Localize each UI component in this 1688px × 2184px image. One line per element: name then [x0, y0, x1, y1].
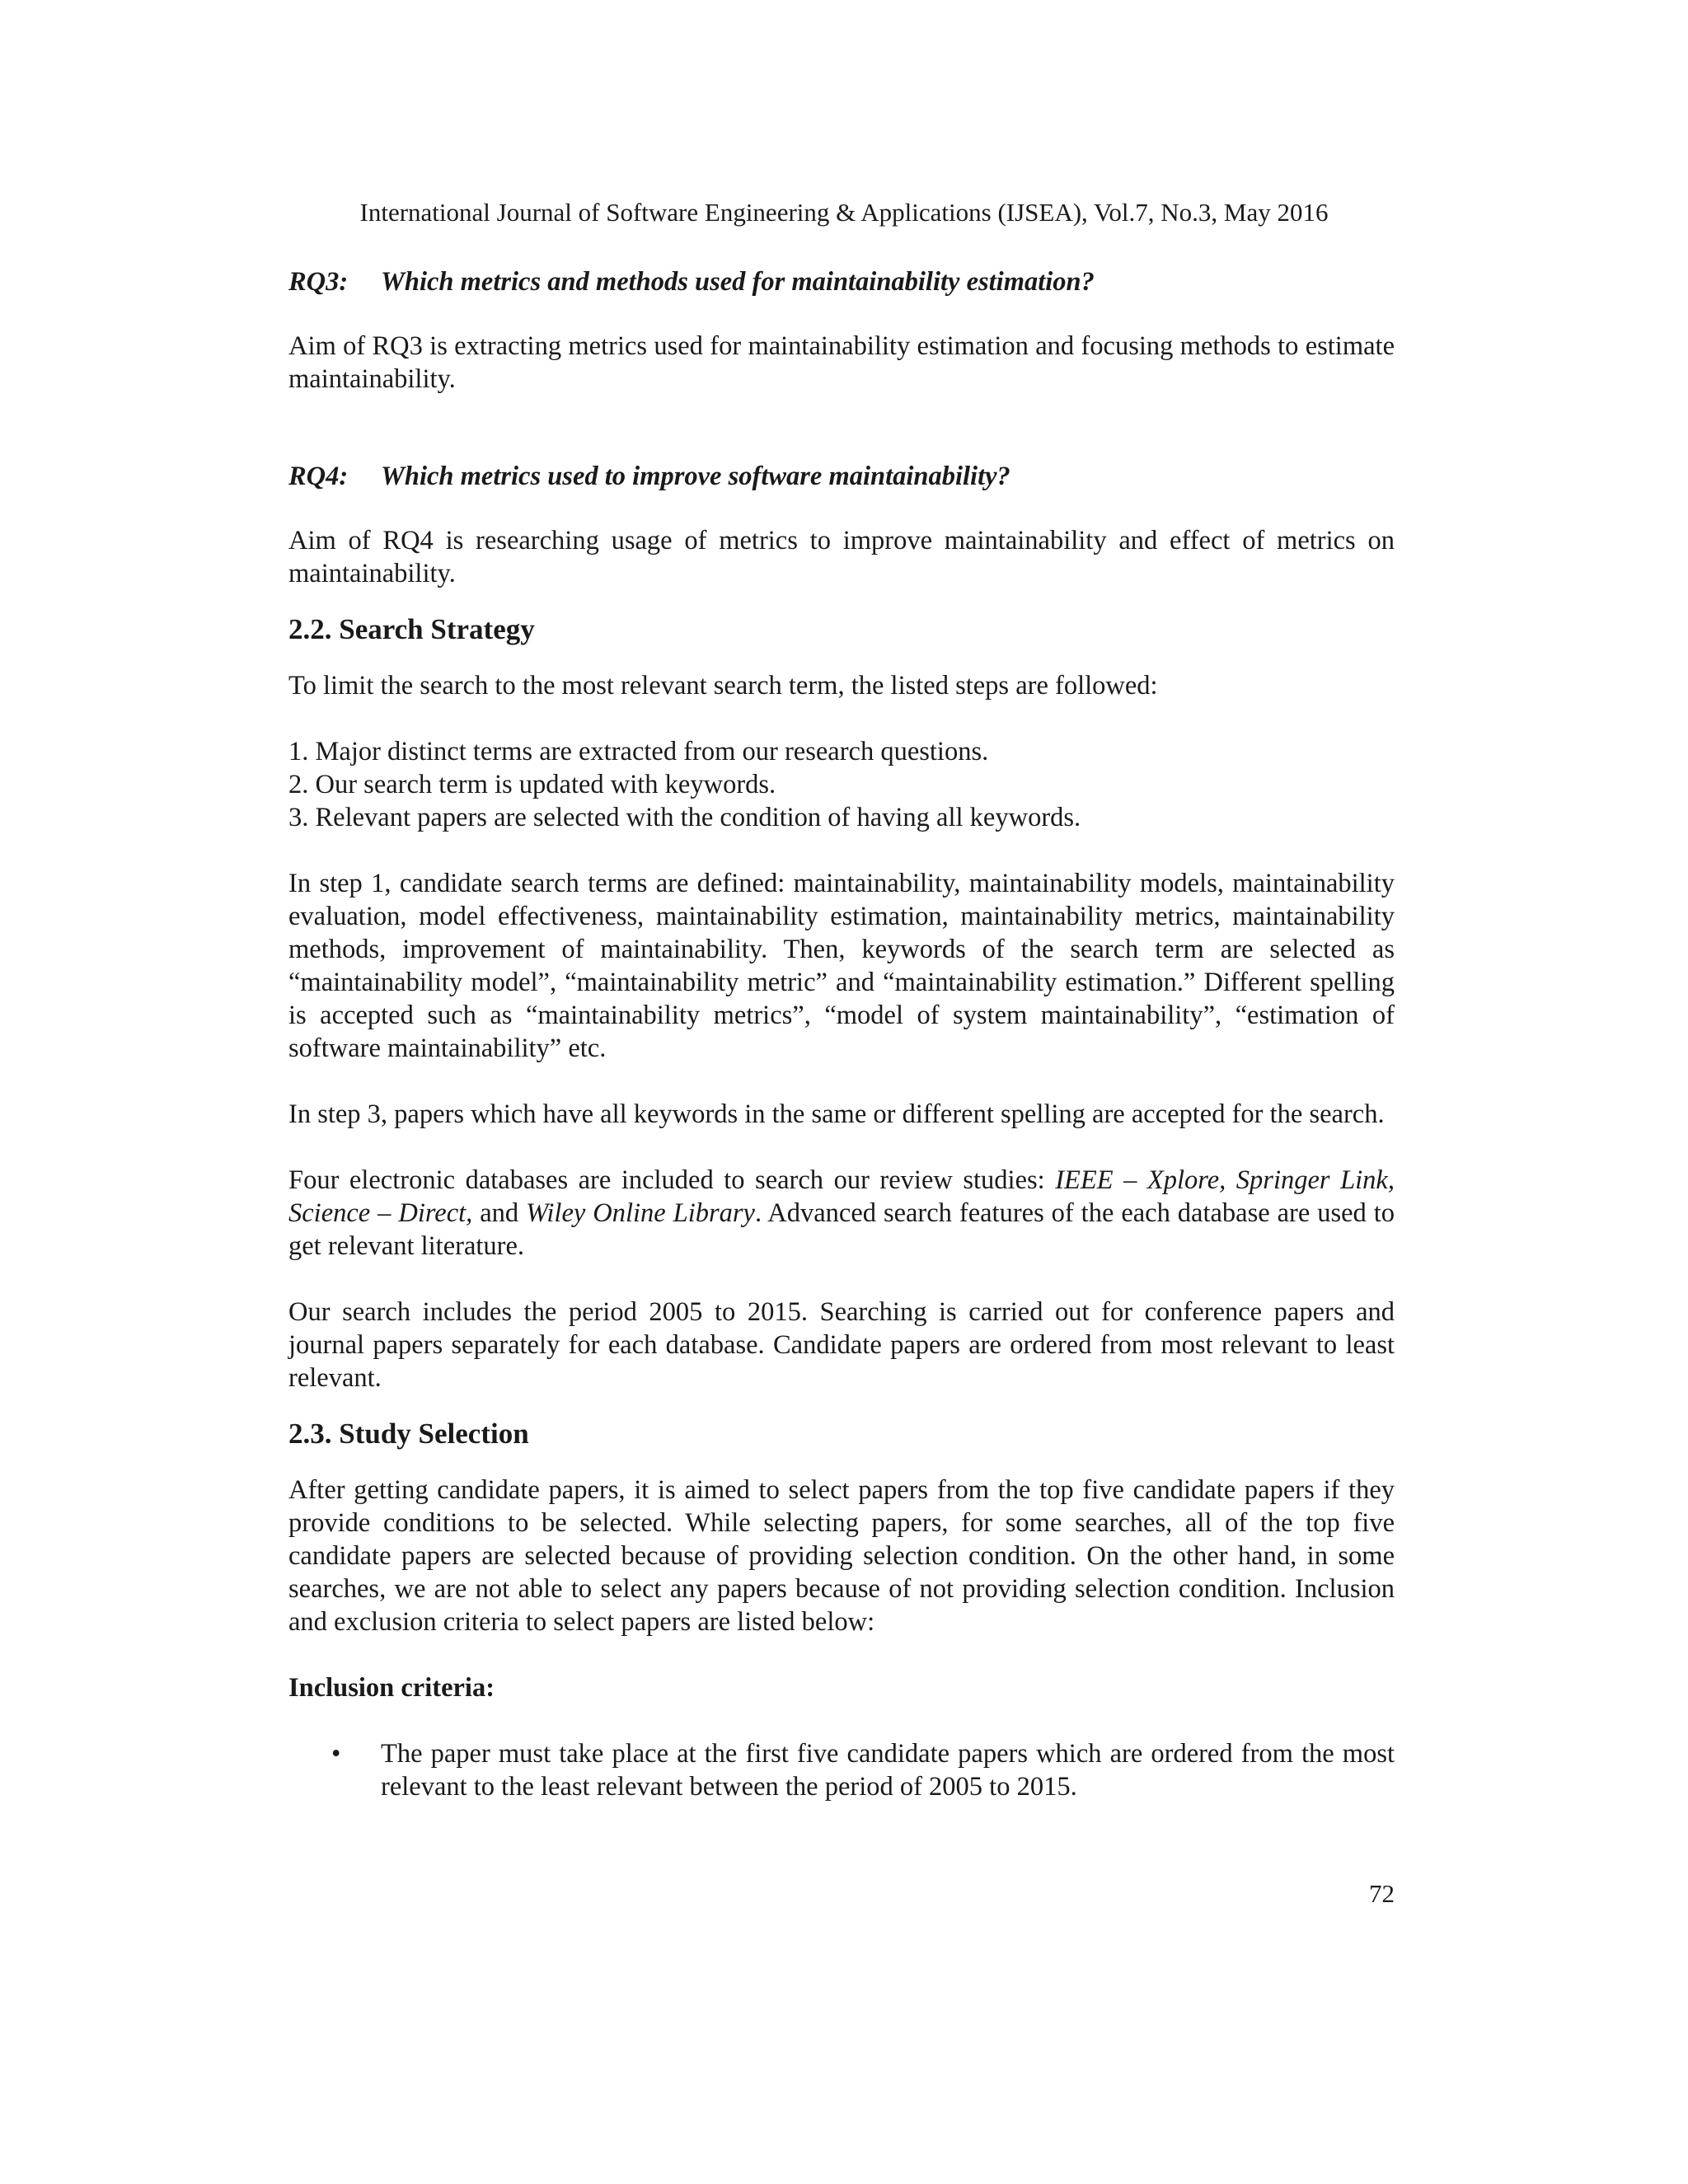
section-heading-search-strategy: 2.2. Search Strategy — [288, 613, 535, 645]
paper-body — [288, 265, 1395, 1803]
databases-italic-2: Wiley Online Library — [526, 1198, 755, 1228]
databases-text-and: and — [472, 1198, 527, 1228]
databases-text-before: Four electronic databases are included to search our review studies: — [288, 1165, 1056, 1195]
paragraph-step3: In step 3, papers which have all keywords in the same or different spelling are accepted for the search. — [288, 1099, 1385, 1129]
rq4-aim: Aim of RQ4 is researching usage of metrics to improve maintainability and effect of metrics on maintainability. — [288, 526, 1395, 588]
rq3-label: RQ3: — [288, 267, 349, 297]
paragraph-study-selection: After getting candidate papers, it is aimed to select papers from the top five candidate papers if they provide conditions to be selected. While selecting papers, for some searches, all of the top five candidate papers are selected because of providing selection condition. On the other hand, in some searches, we are not able to select any papers because of not providing selection condition. Inclusion and exclusion criteria to select papers are listed below: — [288, 1475, 1395, 1637]
rq3-question — [288, 265, 1395, 298]
bullet-icon: • — [331, 1739, 341, 1769]
inclusion-criteria-heading: Inclusion criteria: — [288, 1673, 495, 1703]
paragraph-databases — [288, 1164, 1395, 1263]
rq4-label: RQ4: — [288, 462, 349, 491]
list-item: 2. Our search term is updated with keywords. — [288, 770, 776, 799]
page-number: 72 — [1369, 1879, 1395, 1908]
list-item: 3. Relevant papers are selected with the condition of having all keywords. — [288, 803, 1081, 832]
list-item — [288, 1737, 1395, 1803]
rq4-text: Which metrics used to improve software maintainability? — [381, 462, 1010, 491]
inclusion-criteria-list — [288, 1737, 1395, 1803]
paragraph-step1: In step 1, candidate search terms are defined: maintainability, maintainability models, maintainability evaluation, model effectiveness, maintainability estimation, maintainability metrics, maintainability methods, improvement of maintainability. Then, keywords of the search term are selected as “maintainability model”, “maintainability metric” and “maintainability estimation.” Different spelling is accepted such as “maintainability metrics”, “model of system maintainability”, “estimation of software maintainability” etc. — [288, 869, 1395, 1063]
rq3-aim: Aim of RQ3 is extracting metrics used for maintainability estimation and focusing methods to estimate maintainability. — [288, 331, 1395, 394]
databases-text-after: . Advanced search features of the each database are used to get relevant literature. — [288, 1198, 1395, 1261]
inclusion-item-text: The paper must take place at the first five candidate papers which are ordered from the most relevant to the least relevant between the period of 2005 to 2015. — [381, 1739, 1395, 1802]
search-steps-list — [288, 735, 1395, 834]
journal-header: International Journal of Software Engineering & Applications (IJSEA), Vol.7, No.3, May 2016 — [359, 198, 1329, 227]
paragraph-period: Our search includes the period 2005 to 2015. Searching is carried out for conference papers and journal papers separately for each database. Candidate papers are ordered from most relevant to least relevant. — [288, 1297, 1395, 1393]
list-item: 1. Major distinct terms are extracted from our research questions. — [288, 737, 989, 766]
databases-italic-1: IEEE – Xplore, Springer Link, Science – Direct, — [288, 1165, 1395, 1228]
rq4-question — [288, 460, 1395, 493]
rq3-text: Which metrics and methods used for maintainability estimation? — [381, 267, 1095, 297]
search-strategy-intro: To limit the search to the most relevant search term, the listed steps are followed: — [288, 671, 1158, 701]
section-heading-study-selection: 2.3. Study Selection — [288, 1418, 529, 1450]
